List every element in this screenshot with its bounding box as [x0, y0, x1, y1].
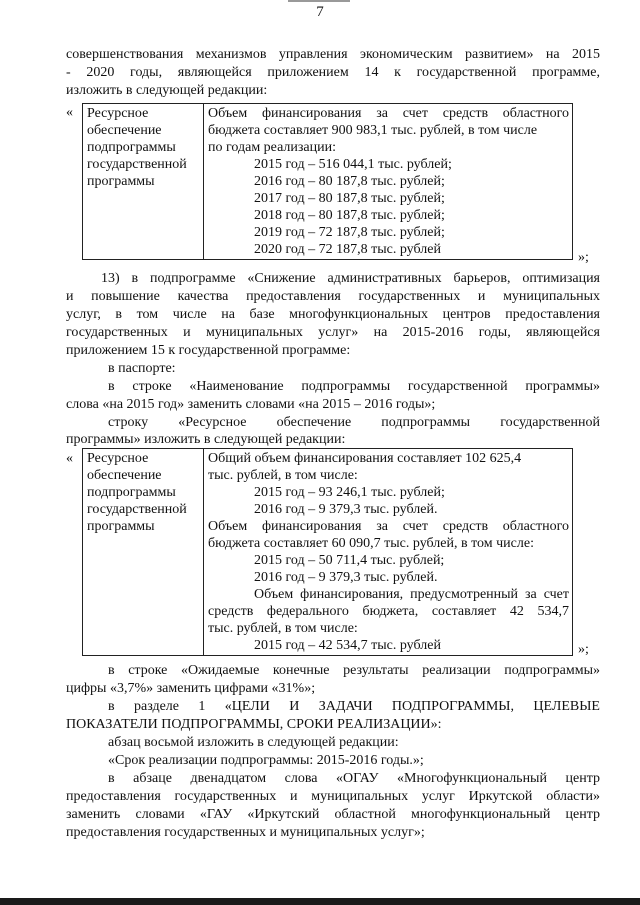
table2-label-cell [83, 449, 204, 656]
header-mark [288, 0, 350, 2]
table2-year-line: 2015 год – 93 246,1 тыс. рублей; [254, 485, 445, 500]
table1-year-line: 2017 год – 80 187,8 тыс. рублей; [254, 191, 445, 206]
table2-label-line: Ресурсное [87, 451, 149, 466]
table2-year-line: 2016 год – 9 379,3 тыс. рублей. [254, 502, 438, 517]
table1-label-line: государственной [87, 157, 187, 172]
table2-text-line: тыс. рублей, в том числе: [208, 468, 358, 483]
table1-label-line: программы [87, 174, 155, 189]
page-number: 7 [316, 4, 324, 20]
section13-line: в паспорте: [108, 361, 176, 376]
closing-quote: »; [578, 642, 589, 657]
table2-year-line: 2015 год – 50 711,4 тыс. рублей; [254, 553, 445, 568]
table1-year-line: 2019 год – 72 187,8 тыс. рублей; [254, 225, 445, 240]
closing-line: абзац восьмой изложить в следующей редакции: [108, 735, 399, 750]
closing-line: предоставления государственных и муниципальных услуг Иркутской области» [66, 789, 600, 804]
table2-text-line: Объем финансирования за счет средств областного [208, 519, 569, 534]
closing-line: «Срок реализации подпрограммы: 2015-2016 годы.»; [108, 753, 424, 768]
table2-text-line: Объем финансирования, предусмотренный за счет [254, 587, 569, 602]
closing-line: ПОКАЗАТЕЛИ ПОДПРОГРАММЫ, СРОКИ РЕАЛИЗАЦИИ»: [66, 717, 442, 732]
table1-label-cell [83, 104, 204, 260]
section13-line: программы» изложить в следующей редакции: [66, 432, 346, 447]
closing-quote: »; [578, 250, 589, 265]
table1-year-line: 2015 год – 516 044,1 тыс. рублей; [254, 157, 452, 172]
table2-year-line: 2015 год – 42 534,7 тыс. рублей [254, 638, 441, 653]
closing-line: в строке «Ожидаемые конечные результаты реализации подпрограммы» [108, 663, 600, 678]
section13-line: и повышение качества предоставления государственных и муниципальных [66, 289, 600, 304]
table2-text-line: средств федерального бюджета, составляет 42 534,7 [208, 604, 569, 619]
table2-label-line: обеспечение [87, 468, 162, 483]
table2-label-line: государственной [87, 502, 187, 517]
table2-text-line: Общий объем финансирования составляет 102 625,4 [208, 451, 522, 466]
table2-label-line: программы [87, 519, 155, 534]
table2-year-line: 2016 год – 9 379,3 тыс. рублей. [254, 570, 438, 585]
intro-line: изложить в следующей редакции: [66, 83, 268, 98]
table2-label-line: подпрограммы [87, 485, 176, 500]
closing-line: цифры «3,7%» заменить цифрами «31%»; [66, 681, 316, 696]
resource-table-1 [82, 103, 573, 260]
closing-line: заменить словами «ГАУ «Иркутский областной многофункциональный центр [66, 807, 600, 822]
table1-year-line: 2020 год – 72 187,8 тыс. рублей [254, 242, 441, 257]
section13-line: 13) в подпрограмме «Снижение административных барьеров, оптимизация [101, 271, 600, 286]
table1-text-line: Объем финансирования за счет средств областного [208, 106, 569, 121]
table2-value-cell [204, 449, 573, 656]
section13-line: в строке «Наименование подпрограммы государственной программы» [108, 379, 600, 394]
table1-text-line: по годам реализации: [208, 140, 336, 155]
section13-line: строку «Ресурсное обеспечение подпрограммы государственной [108, 415, 600, 430]
table2-text-line: бюджета составляет 60 090,7 тыс. рублей, в том числе: [208, 536, 534, 551]
closing-line: в разделе 1 «ЦЕЛИ И ЗАДАЧИ ПОДПРОГРАММЫ, ЦЕЛЕВЫЕ [108, 699, 600, 714]
table1-year-line: 2018 год – 80 187,8 тыс. рублей; [254, 208, 445, 223]
opening-quote: « [66, 105, 73, 120]
table1-year-line: 2016 год – 80 187,8 тыс. рублей; [254, 174, 445, 189]
closing-line: в абзаце двенадцатом слова «ОГАУ «Многофункциональный центр [108, 771, 600, 786]
section13-line: услуг, в том числе на базе многофункциональных центров предоставления [66, 307, 600, 322]
section13-line: слова «на 2015 год» заменить словами «на 2015 – 2016 годы»; [66, 397, 436, 412]
section13-line: приложением 15 к государственной программе: [66, 343, 351, 358]
table1-label-line: подпрограммы [87, 140, 176, 155]
table2-text-line: тыс. рублей, в том числе: [208, 621, 358, 636]
intro-line: - 2020 годы, являющейся приложением 14 к государственной программе, [66, 65, 600, 80]
scan-bottom-edge [0, 898, 640, 905]
intro-line: совершенствования механизмов управления экономическим развитием» на 2015 [66, 47, 600, 62]
table1-text-line: бюджета составляет 900 983,1 тыс. рублей, в том числе [208, 123, 538, 138]
closing-line: предоставления государственных и муниципальных услуг»; [66, 825, 425, 840]
section13-line: государственных и муниципальных услуг» на 2015-2016 годы, являющейся [66, 325, 600, 340]
table1-label-line: обеспечение [87, 123, 162, 138]
table1-label-line: Ресурсное [87, 106, 149, 121]
opening-quote: « [66, 451, 73, 466]
table1-value-cell [204, 104, 573, 260]
resource-table-2 [82, 448, 573, 656]
